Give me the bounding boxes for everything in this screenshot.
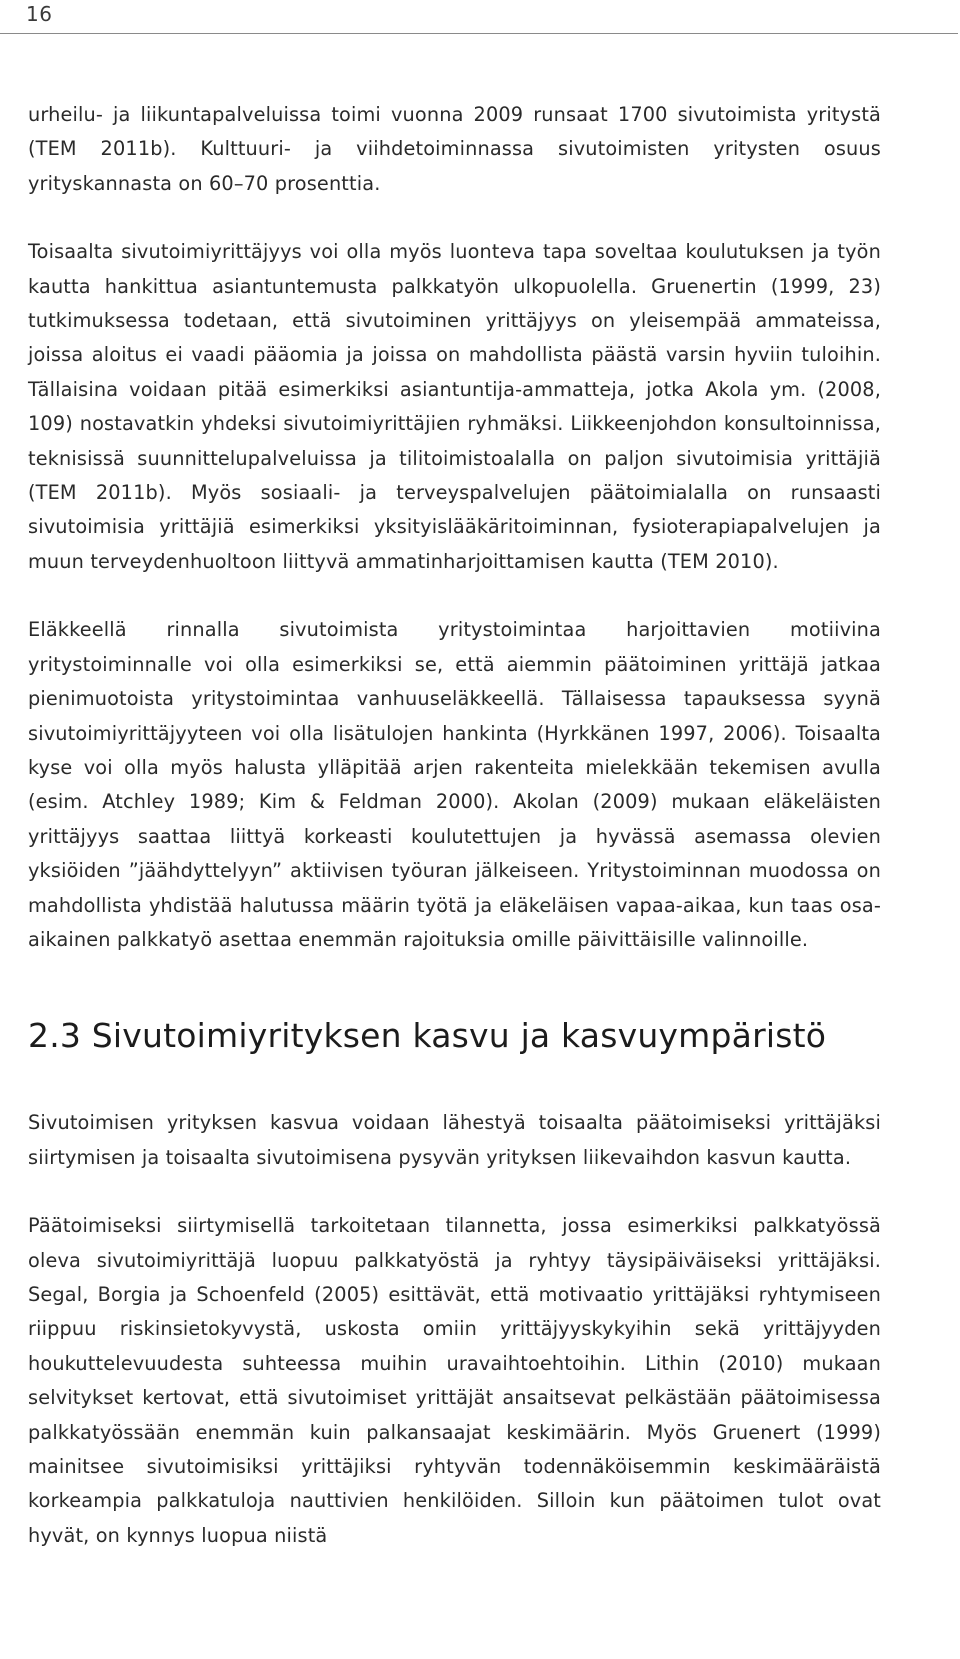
paragraph-spacer (28, 579, 881, 613)
page-content (28, 98, 881, 1553)
page-number: 16 (26, 2, 53, 26)
heading-spacer (28, 1056, 881, 1106)
paragraph-spacer (28, 1175, 881, 1209)
paragraph-3: Eläkkeellä rinnalla sivutoimista yritystoimintaa harjoittavien motiivina yritystoiminnalle voi olla esimerkiksi se, että aiemmin päätoiminen yrittäjä jatkaa pienimuotoista yritystoimintaa vanhuuseläkkeellä. Tällaisessa tapauksessa syynä sivutoimiyrittäjyyteen voi olla lisätulojen hankinta (Hyrkkänen 1997, 2006). Toisaalta kyse voi olla myös halusta ylläpitää arjen rakenteita mielekkään tekemisen avulla (esim. Atchley 1989; Kim & Feldman 2000). Akolan (2009) mukaan eläkeläisten yrittäjyys saattaa liittyä korkeasti koulutettujen ja hyvässä asemassa olevien yksiöiden ”jäähdyttelyyn” aktiivisen työuran jälkeiseen. Yritystoiminnan muodossa on mahdollista yhdistää halutussa määrin työtä ja eläkeläisen vapaa-aikaa, kun taas osa-aikainen palkkatyö asettaa enemmän rajoituksia omille päivittäisille valinnoille. (28, 618, 881, 951)
heading-spacer (28, 957, 881, 1016)
paragraph-2: Toisaalta sivutoimiyrittäjyys voi olla myös luonteva tapa soveltaa koulutuksen ja työn kautta hankittua asiantuntemusta palkkatyön ulkopuolella. Gruenertin (1999, 23) tutkimuksessa todetaan, että sivutoiminen yrittäjyys on yleisempää ammateissa, joissa aloitus ei vaadi pääomia ja joissa on mahdollista päästä varsin hyviin tuloihin. Tällaisina voidaan pitää esimerkiksi asiantuntija-ammatteja, jotka Akola ym. (2008, 109) nostavatkin yhdeksi sivutoimiyrittäjien ryhmäksi. Liikkeenjohdon konsultoinnissa, teknisissä suunnittelupalveluissa ja tilitoimistoalalla on paljon sivutoimisia yrittäjiä (TEM 2011b). Myös sosiaali- ja terveyspalvelujen päätoimialalla on runsaasti sivutoimisia yrittäjiä esimerkiksi yksityislääkäritoiminnan, fysioterapiapalvelujen ja muun terveydenhuoltoon liittyvä ammatinharjoittamisen kautta (TEM 2010). (28, 240, 881, 573)
paragraph-1: urheilu- ja liikuntapalveluissa toimi vuonna 2009 runsaat 1700 sivutoimista yritystä (TEM 2011b). Kulttuuri- ja viihdetoiminnassa sivutoimisten yritysten osuus yrityskannasta on 60–70 prosenttia. (28, 103, 881, 195)
section-paragraph-2: Päätoimiseksi siirtymisellä tarkoitetaan tilannetta, jossa esimerkiksi palkkatyössä oleva sivutoimiyrittäjä luopuu palkkatyöstä ja ryhtyy täysipäiväiseksi yrittäjäksi. Segal, Borgia ja Schoenfeld (2005) esittävät, että motivaatio yrittäjäksi ryhtymiseen riippuu riskinsietokyvystä, uskosta omiin yrittäjyyskykyihin sekä yrittäjyyden houkuttelevuudesta suhteessa muihin uravaihtoehtoihin. Lithin (2010) mukaan selvitykset kertovat, että sivutoimiset yrittäjät ansaitsevat pelkästään päätoimisessa palkkatyössään enemmän kuin palkansaajat keskimäärin. Myös Gruenert (1999) mainitsee sivutoimisiksi yrittäjiksi ryhtyvän todennäköisemmin keskimääräistä korkeampia palkkatuloja nauttivien henkilöiden. Silloin kun päätoimen tulot ovat hyvät, on kynnys luopua niistä (28, 1214, 881, 1547)
section-heading: 2.3 Sivutoimiyrityksen kasvu ja kasvuympäristö (28, 1016, 827, 1056)
header-rule (0, 33, 958, 34)
section-paragraph-1: Sivutoimisen yrityksen kasvua voidaan lähestyä toisaalta päätoimiseksi yrittäjäksi siirtymisen ja toisaalta sivutoimisena pysyvän yrityksen liikevaihdon kasvun kautta. (28, 1111, 881, 1169)
paragraph-spacer (28, 201, 881, 235)
